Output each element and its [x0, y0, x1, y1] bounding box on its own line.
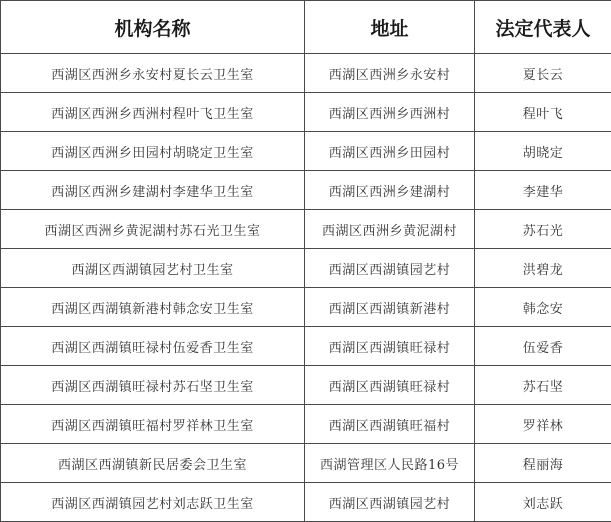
institution-name-cell: 西湖区西湖镇新民居委会卫生室	[1, 444, 305, 483]
institution-name-cell: 西湖区西洲乡田园村胡晓定卫生室	[1, 132, 305, 171]
table-row	[1, 210, 611, 249]
institution-name-cell: 西湖区西洲乡永安村夏长云卫生室	[1, 54, 305, 93]
representative-cell: 夏长云	[475, 54, 611, 93]
table-header-row	[1, 1, 611, 54]
address-cell: 西湖区西湖镇新港村	[305, 288, 475, 327]
representative-cell: 程叶飞	[475, 93, 611, 132]
address-cell: 西湖区西湖镇园艺村	[305, 249, 475, 288]
representative-cell: 李建华	[475, 171, 611, 210]
representative-cell: 胡晓定	[475, 132, 611, 171]
address-cell: 西湖区西洲乡田园村	[305, 132, 475, 171]
address-cell: 西湖区西洲乡建湖村	[305, 171, 475, 210]
address-cell: 西湖区西湖镇旺福村	[305, 405, 475, 444]
table-row	[1, 249, 611, 288]
representative-cell: 苏石坚	[475, 366, 611, 405]
institution-name-cell: 西湖区西湖镇新港村韩念安卫生室	[1, 288, 305, 327]
representative-cell: 韩念安	[475, 288, 611, 327]
representative-cell: 伍爱香	[475, 327, 611, 366]
address-cell: 西湖区西洲乡西洲村	[305, 93, 475, 132]
address-cell: 西湖区西洲乡黄泥湖村	[305, 210, 475, 249]
table-row	[1, 444, 611, 483]
header-legal-representative: 法定代表人	[475, 1, 611, 54]
header-address: 地址	[305, 1, 475, 54]
institution-name-cell: 西湖区西湖镇旺禄村伍爱香卫生室	[1, 327, 305, 366]
institution-name-cell: 西湖区西湖镇旺福村罗祥林卫生室	[1, 405, 305, 444]
institution-name-cell: 西湖区西湖镇旺禄村苏石坚卫生室	[1, 366, 305, 405]
institution-name-cell: 西湖区西洲乡建湖村李建华卫生室	[1, 171, 305, 210]
representative-cell: 洪碧龙	[475, 249, 611, 288]
institution-name-cell: 西湖区西湖镇园艺村卫生室	[1, 249, 305, 288]
table-row	[1, 132, 611, 171]
address-cell: 西湖区西湖镇园艺村	[305, 483, 475, 522]
table-row	[1, 366, 611, 405]
header-institution-name: 机构名称	[1, 1, 305, 54]
representative-cell: 苏石光	[475, 210, 611, 249]
table-row	[1, 54, 611, 93]
table-row	[1, 483, 611, 522]
representative-cell: 刘志跃	[475, 483, 611, 522]
institution-name-cell: 西湖区西洲乡西洲村程叶飞卫生室	[1, 93, 305, 132]
institution-name-cell: 西湖区西湖镇园艺村刘志跃卫生室	[1, 483, 305, 522]
table-row	[1, 171, 611, 210]
address-cell: 西湖区西湖镇旺禄村	[305, 366, 475, 405]
table-row	[1, 327, 611, 366]
address-cell: 西湖管理区人民路16号	[305, 444, 475, 483]
table-row	[1, 93, 611, 132]
address-cell: 西湖区西洲乡永安村	[305, 54, 475, 93]
table-row	[1, 405, 611, 444]
representative-cell: 程丽海	[475, 444, 611, 483]
table-row	[1, 288, 611, 327]
address-cell: 西湖区西湖镇旺禄村	[305, 327, 475, 366]
institution-name-cell: 西湖区西洲乡黄泥湖村苏石光卫生室	[1, 210, 305, 249]
representative-cell: 罗祥林	[475, 405, 611, 444]
